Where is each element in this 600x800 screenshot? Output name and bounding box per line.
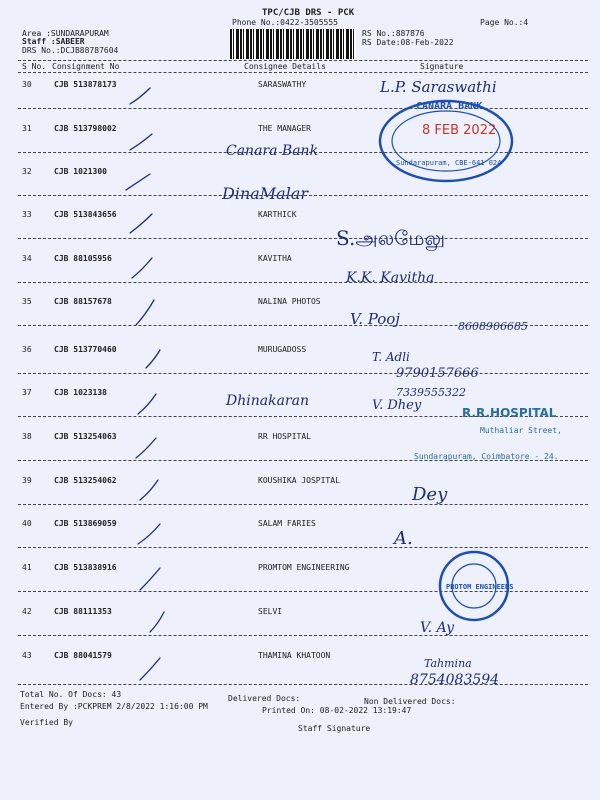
consignee-name: SARASWATHY xyxy=(258,80,307,89)
row-number: 39 xyxy=(22,476,32,485)
consignee-name: KAVITHA xyxy=(258,254,292,263)
check-mark xyxy=(132,258,152,278)
check-mark xyxy=(138,524,160,544)
entered-by: Entered By :PCKPREM 2/8/2022 1:16:00 PM xyxy=(20,702,208,711)
drs-number: DRS No.:DCJB88787604 xyxy=(22,46,119,55)
sheet-title: TPC/CJB DRS - PCK xyxy=(262,8,355,18)
row-number: 41 xyxy=(22,563,32,572)
signature-43-phone: 8754083594 xyxy=(410,672,500,688)
signature-36-phone: 9790157666 xyxy=(396,366,479,381)
check-mark xyxy=(130,88,150,104)
verified-by: Verified By xyxy=(20,718,73,727)
check-mark xyxy=(136,300,154,325)
consignment-number: CJB 513878173 xyxy=(54,80,117,89)
signature-40: A. xyxy=(394,528,413,549)
consignee-name: THE MANAGER xyxy=(258,124,311,133)
check-mark xyxy=(126,174,150,190)
signature-34: K.K. Kavitha xyxy=(346,270,435,286)
col-sno: S No. xyxy=(22,62,47,71)
row-number: 32 xyxy=(22,167,32,176)
col-consignment: Consignment No xyxy=(52,62,120,71)
canara-stamp-place: Sundarapuram, CBE-641 024 xyxy=(396,159,502,167)
signature-42: V. Ay xyxy=(420,620,455,636)
signature-31: Canara Bank xyxy=(226,143,319,159)
row-number: 40 xyxy=(22,519,32,528)
signature-43: Tahmina xyxy=(424,657,472,670)
consignment-number: CJB 513254062 xyxy=(54,476,117,485)
signature-32: DinaMalar xyxy=(222,184,309,203)
signature-37b: V. Dhey xyxy=(372,398,422,413)
signature-30: L.P. Saraswathi xyxy=(380,78,497,96)
row-number: 34 xyxy=(22,254,32,263)
row-number: 37 xyxy=(22,388,32,397)
signature-37: Dhinakaran xyxy=(226,393,309,409)
signature-33: S.அலமேலு xyxy=(336,226,446,250)
consignment-number: CJB 513838916 xyxy=(54,563,117,572)
signature-39: Dey xyxy=(412,484,448,505)
consignment-number: CJB 513869059 xyxy=(54,519,117,528)
consignee-name: RR HOSPITAL xyxy=(258,432,311,441)
protom-stamp-text: PROTOM ENGINEERS xyxy=(446,583,514,591)
check-mark xyxy=(130,134,152,150)
row-number: 35 xyxy=(22,297,32,306)
consignment-number: CJB 88157678 xyxy=(54,297,112,306)
signature-38-phone: 7339555322 xyxy=(396,386,466,399)
printed-on: Printed On: 08-02-2022 13:19:47 xyxy=(262,706,412,715)
consignee-name: PROMTOM ENGINEERING xyxy=(258,563,350,572)
consignment-number: CJB 513843656 xyxy=(54,210,117,219)
col-consignee: Consignee Details xyxy=(244,62,326,71)
consignee-name: THAMINA KHATOON xyxy=(258,651,331,660)
consignment-number: CJB 88111353 xyxy=(54,607,112,616)
consignment-number: CJB 513798002 xyxy=(54,124,117,133)
consignee-name: NALINA PHOTOS xyxy=(258,297,321,306)
consignment-number: CJB 1021300 xyxy=(54,167,107,176)
area: Area :SUNDARAPURAM xyxy=(22,29,109,38)
check-mark xyxy=(140,658,160,680)
canara-stamp-name: CANARA BANK xyxy=(416,101,483,112)
consignment-number: CJB 1023138 xyxy=(54,388,107,397)
signature-35: V. Pooj xyxy=(350,310,400,328)
rr-stamp-line2: Sundarapuram, Coimbatore - 24. xyxy=(414,452,559,461)
row-number: 36 xyxy=(22,345,32,354)
rs-date: RS Date:08-Feb-2022 xyxy=(362,38,454,47)
consignee-name: KARTHICK xyxy=(258,210,297,219)
page-number: Page No.:4 xyxy=(480,18,529,27)
row-number: 30 xyxy=(22,80,32,89)
rr-stamp-line1: Muthaliar Street, xyxy=(480,426,562,435)
check-mark xyxy=(150,612,164,632)
delivered-docs: Delivered Docs: xyxy=(228,694,301,703)
consignment-number: CJB 513254063 xyxy=(54,432,117,441)
staff: Staff :SABEER xyxy=(22,37,85,46)
consignee-name: MURUGADOSS xyxy=(258,345,307,354)
signature-35-phone: 8608906685 xyxy=(458,320,528,333)
rs-number: RS No.:887876 xyxy=(362,29,425,38)
row-number: 38 xyxy=(22,432,32,441)
staff-signature: Staff Signature xyxy=(298,724,371,733)
canara-stamp-date: 8 FEB 2022 xyxy=(422,123,497,138)
row-number: 31 xyxy=(22,124,32,133)
check-mark xyxy=(140,568,160,590)
consignment-number: CJB 513770460 xyxy=(54,345,117,354)
col-signature: Signature xyxy=(420,62,464,71)
consignment-number: CJB 88041579 xyxy=(54,651,112,660)
check-mark xyxy=(136,438,156,458)
consignee-name: SALAM FARIES xyxy=(258,519,316,528)
row-number: 42 xyxy=(22,607,32,616)
row-number: 43 xyxy=(22,651,32,660)
rr-stamp-name: R.R.HOSPITAL xyxy=(462,406,557,420)
row-number: 33 xyxy=(22,210,32,219)
consignment-number: CJB 88105956 xyxy=(54,254,112,263)
phone-number: Phone No.:0422-3505555 xyxy=(232,18,338,27)
check-mark xyxy=(146,350,160,368)
consignee-name: SELVI xyxy=(258,607,283,616)
consignee-name: KOUSHIKA JOSPITAL xyxy=(258,476,340,485)
check-mark xyxy=(138,394,156,414)
non-delivered-docs: Non Delivered Docs: xyxy=(364,697,456,706)
check-mark xyxy=(130,214,152,233)
check-mark xyxy=(140,480,158,500)
total-docs: Total No. Of Docs: 43 xyxy=(20,690,122,699)
signature-36: T. Adli xyxy=(372,350,410,364)
